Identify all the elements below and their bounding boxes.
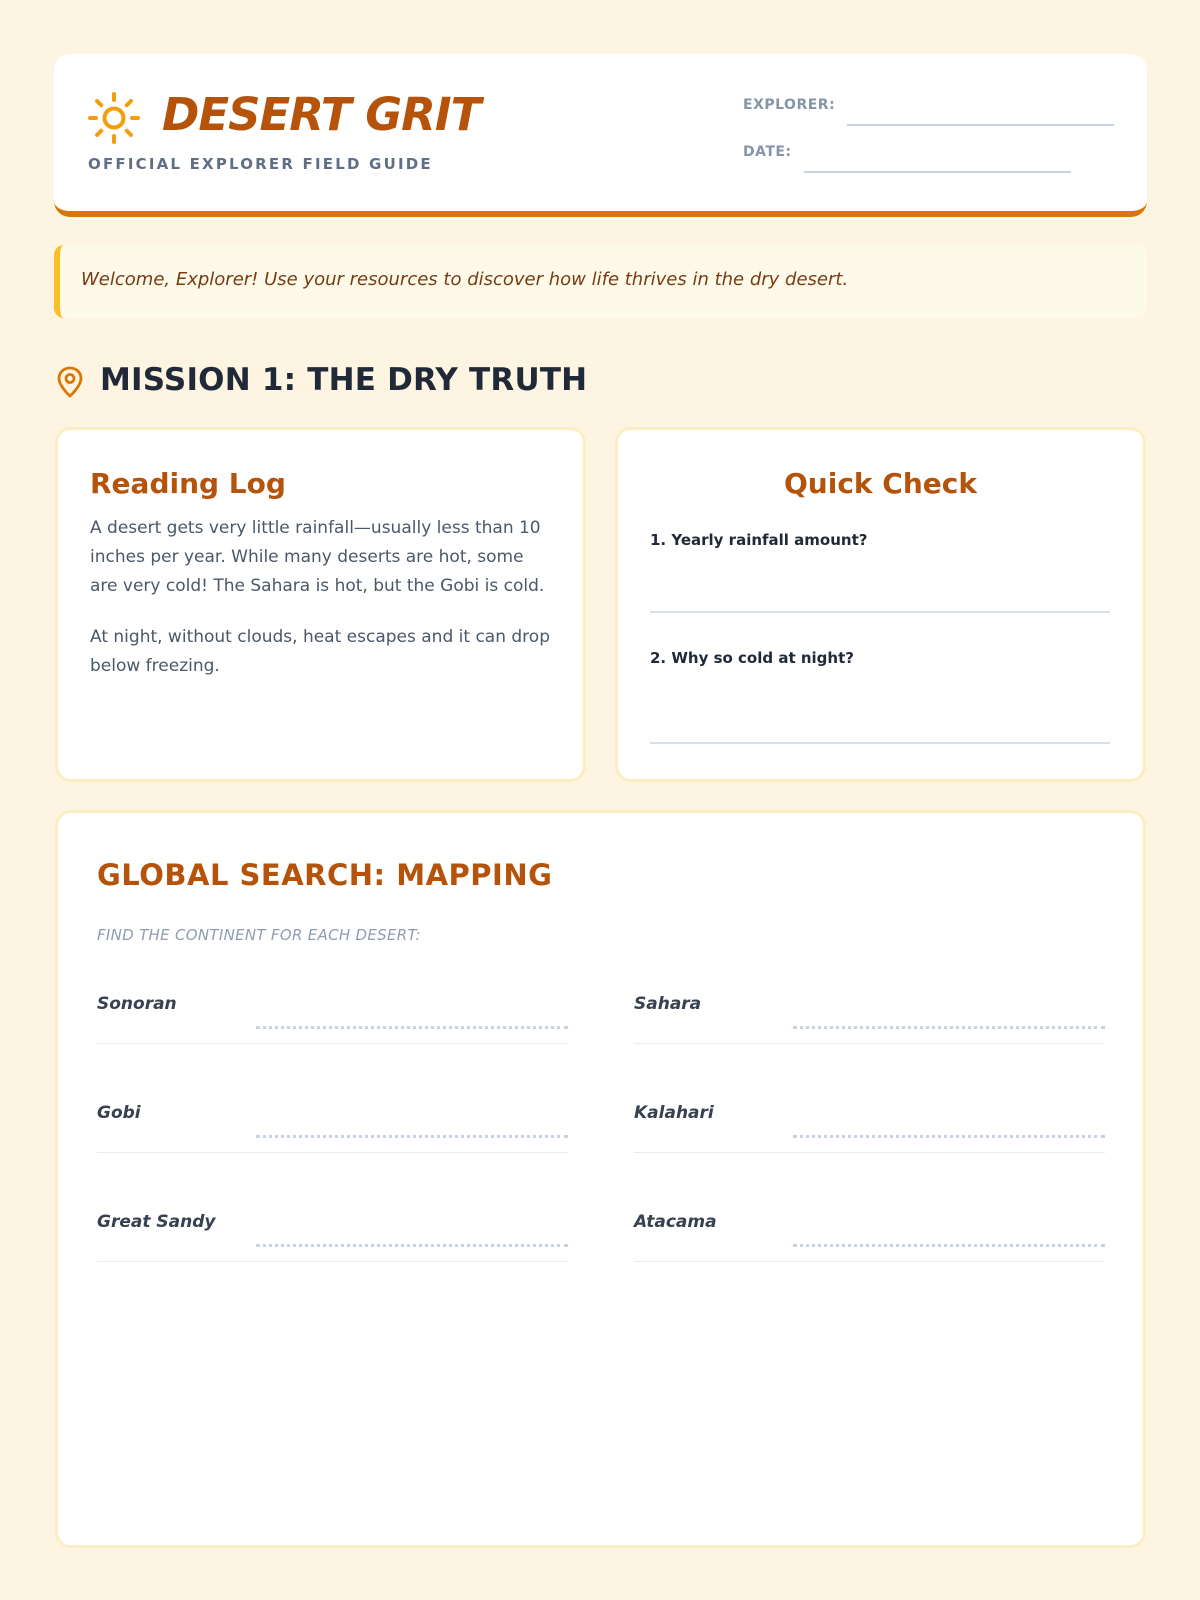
continent-answer-field[interactable] bbox=[793, 1026, 1105, 1029]
continent-answer-field[interactable] bbox=[256, 1135, 568, 1138]
reading-paragraph-2: At night, without clouds, heat escapes and it can drop below freezing. bbox=[90, 627, 550, 676]
mapping-title: GLOBAL SEARCH: MAPPING bbox=[97, 858, 553, 892]
question-2: 2. Why so cold at night? bbox=[650, 649, 854, 667]
desert-name: Great Sandy bbox=[97, 1212, 216, 1232]
mission-title: MISSION 1: THE DRY TRUTH bbox=[100, 362, 588, 398]
desert-name: Sahara bbox=[634, 994, 702, 1014]
map-pin-icon bbox=[56, 366, 84, 398]
explorer-label: EXPLORER: bbox=[743, 97, 836, 113]
quick-check-title: Quick Check bbox=[784, 467, 977, 500]
sun-icon bbox=[88, 92, 140, 144]
continent-answer-field[interactable] bbox=[256, 1026, 568, 1029]
desert-name: Sonoran bbox=[97, 994, 177, 1014]
desert-name: Gobi bbox=[97, 1103, 141, 1123]
continent-answer-field[interactable] bbox=[256, 1244, 568, 1247]
desert-row bbox=[97, 1097, 568, 1153]
welcome-text: Welcome, Explorer! Use your resources to discover how life thrives in the dry desert. bbox=[81, 269, 849, 290]
reading-log-title: Reading Log bbox=[90, 467, 286, 500]
continent-answer-field[interactable] bbox=[793, 1244, 1105, 1247]
question-1: 1. Yearly rainfall amount? bbox=[650, 531, 868, 549]
answer-2-field[interactable] bbox=[650, 742, 1110, 744]
reading-paragraph-1: A desert gets very little rainfall—usually less than 10 inches per year. While many deserts are hot, some are very cold! The Sahara is hot, but the Gobi is cold. bbox=[90, 518, 545, 596]
desert-row bbox=[634, 1206, 1105, 1262]
desert-row bbox=[97, 988, 568, 1044]
desert-row bbox=[634, 988, 1105, 1044]
desert-name: Kalahari bbox=[634, 1103, 714, 1123]
continent-answer-field[interactable] bbox=[793, 1135, 1105, 1138]
desert-row bbox=[634, 1097, 1105, 1153]
desert-row bbox=[97, 1206, 568, 1262]
desert-name: Atacama bbox=[634, 1212, 717, 1232]
date-label: DATE: bbox=[743, 144, 792, 160]
mapping-instruction: FIND THE CONTINENT FOR EACH DESERT: bbox=[97, 926, 421, 944]
mapping-card bbox=[55, 810, 1146, 1548]
answer-1-field[interactable] bbox=[650, 611, 1110, 613]
brand-title: DESERT GRIT bbox=[162, 88, 481, 141]
date-field[interactable] bbox=[804, 171, 1071, 173]
explorer-name-field[interactable] bbox=[847, 124, 1114, 126]
brand-subtitle: OFFICIAL EXPLORER FIELD GUIDE bbox=[88, 155, 433, 173]
